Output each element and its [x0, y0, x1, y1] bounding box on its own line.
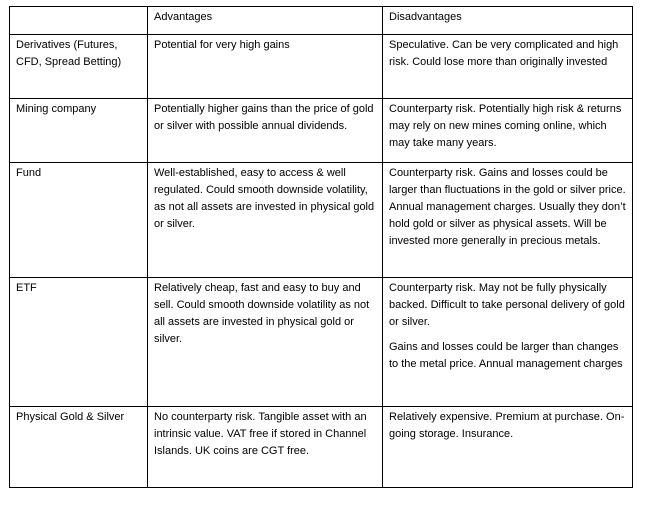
table-row	[10, 163, 633, 278]
advantages-text: Potentially higher gains than the price of gold or silver with possible annual dividends.	[154, 103, 374, 132]
table-row	[10, 35, 633, 99]
advantages-text: No counterparty risk. Tangible asset with an intrinsic value. VAT free if stored in Channel Islands. UK coins are CGT free.	[154, 411, 367, 457]
header-row	[10, 7, 633, 35]
advantages-cell	[148, 99, 383, 163]
advantages-cell	[148, 35, 383, 99]
row-label-text: Fund	[16, 167, 42, 179]
table-row	[10, 278, 633, 407]
disadvantages-text: Counterparty risk. Gains and losses could be larger than fluctuations in the gold or silver price. Annual management charges. Usually they don’t hold gold or silver as physical assets. Will be invested more generally in precious metals.	[389, 167, 626, 247]
row-label	[10, 35, 148, 99]
advantages-cell	[148, 407, 383, 488]
disadvantages-text: Relatively expensive. Premium at purchase. On-going storage. Insurance.	[389, 411, 625, 440]
table-row	[10, 407, 633, 488]
row-label	[10, 163, 148, 278]
disadvantages-cell	[383, 35, 633, 99]
advantages-text: Well-established, easy to access & well regulated. Could smooth downside volatility, as not all assets are invested in physical gold or silver.	[154, 167, 375, 230]
disadvantages-cell	[383, 99, 633, 163]
row-label	[10, 99, 148, 163]
advantages-cell	[148, 163, 383, 278]
advantages-cell	[148, 278, 383, 407]
comparison-table	[9, 6, 633, 488]
disadvantages-text: Gains and losses could be larger than changes to the metal price. Annual management charges	[389, 341, 623, 370]
row-label	[10, 278, 148, 407]
table-row	[10, 99, 633, 163]
row-label-text: ETF	[16, 282, 37, 294]
header-empty-cell	[10, 7, 148, 35]
disadvantages-cell	[383, 163, 633, 278]
disadvantages-text: Counterparty risk. May not be fully physically backed. Difficult to take personal delivery of gold or silver.	[389, 282, 625, 328]
disadvantages-cell	[383, 278, 633, 407]
row-label-text: Mining company	[16, 103, 97, 115]
advantages-text: Relatively cheap, fast and easy to buy and sell. Could smooth downside volatility as not all assets are invested in physical gold or silver.	[154, 282, 370, 345]
row-label-text: Physical Gold & Silver	[16, 411, 125, 423]
advantages-text: Potential for very high gains	[154, 39, 290, 51]
row-label-text: Derivatives (Futures, CFD, Spread Betting)	[16, 39, 122, 68]
header-advantages: Advantages	[148, 7, 383, 35]
disadvantages-cell	[383, 407, 633, 488]
disadvantages-text: Counterparty risk. Potentially high risk & returns may rely on new mines coming online, which may take many years.	[389, 103, 622, 149]
row-label	[10, 407, 148, 488]
header-disadvantages: Disadvantages	[383, 7, 633, 35]
disadvantages-text: Speculative. Can be very complicated and high risk. Could lose more than originally invested	[389, 39, 619, 68]
